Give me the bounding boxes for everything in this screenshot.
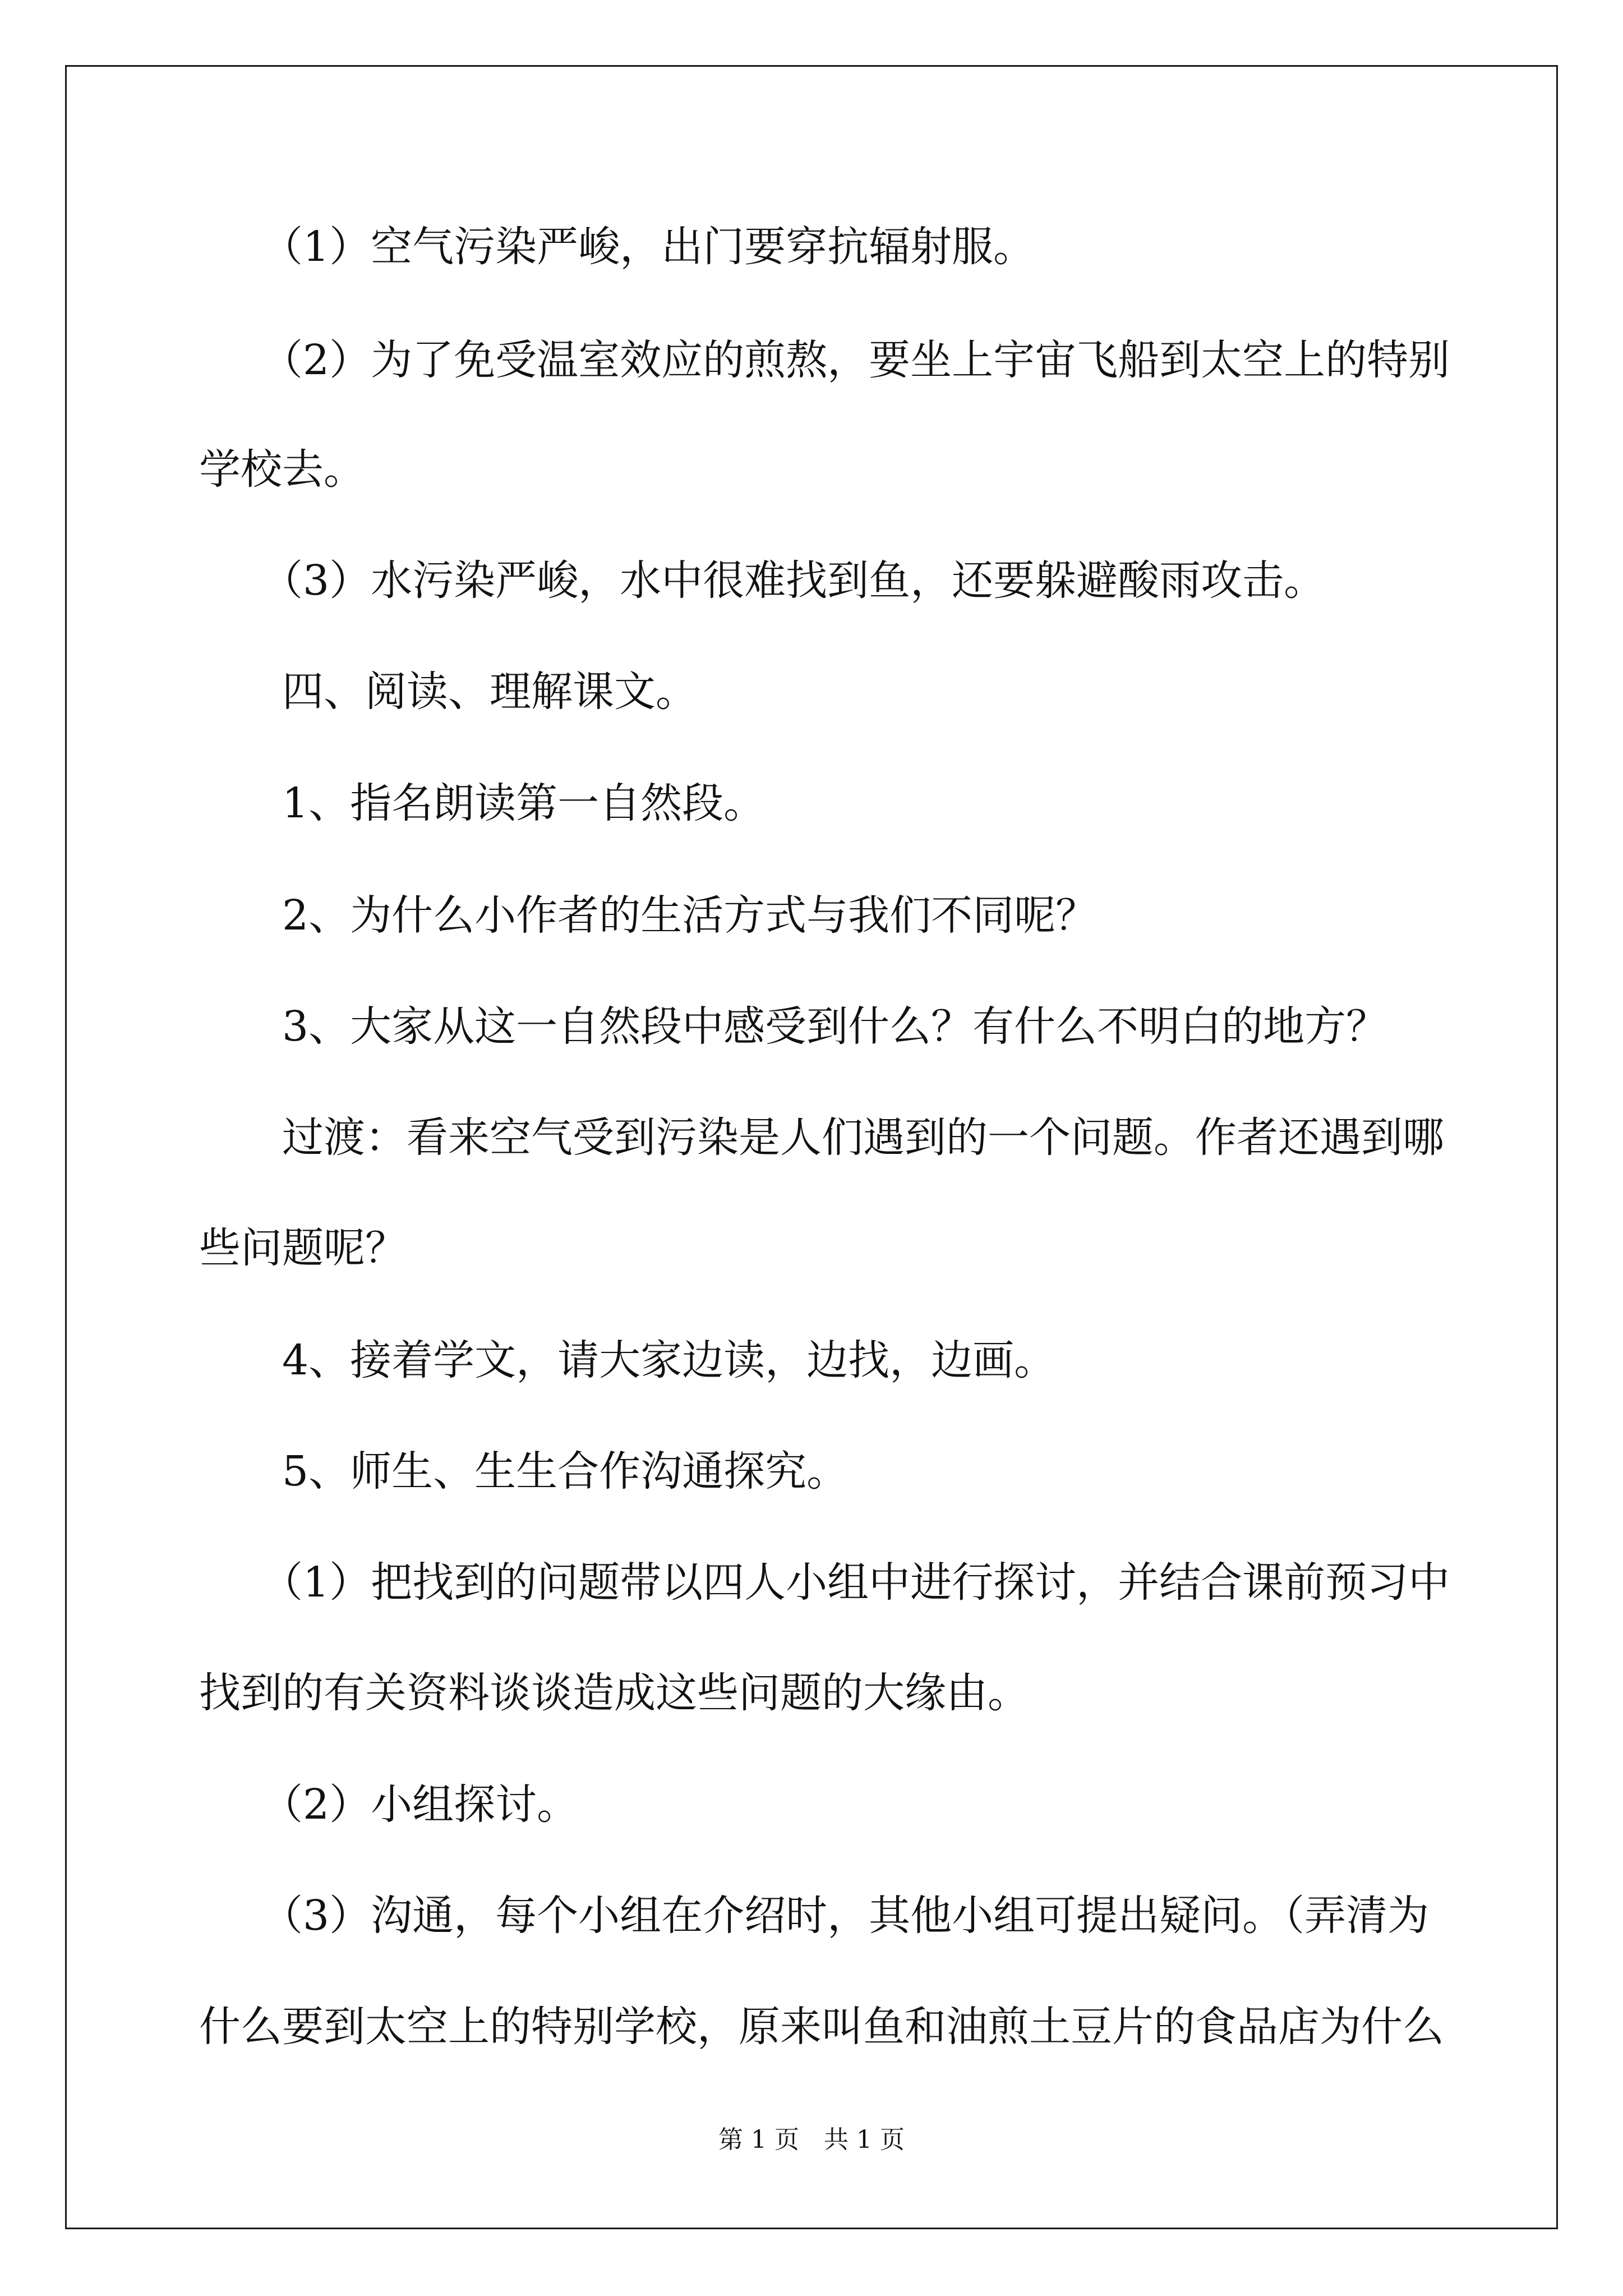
- paragraph-line: 4、接着学文，请大家边读，边找，边画。: [199, 1336, 1056, 1384]
- paragraph-line: 3、大家从这一自然段中感受到什么？有什么不明白的地方？: [199, 1002, 1388, 1051]
- page-footer: [0, 2123, 1623, 2157]
- paragraph-line: 过渡：看来空气受到污染是人们遇到的一个问题。作者还遇到哪: [199, 1114, 1444, 1162]
- paragraph-line: 找到的有关资料谈谈造成这些问题的大缘由。: [199, 1669, 1029, 1717]
- paragraph-line: （1）空气污染严峻，出门要穿抗辐射服。: [199, 223, 1035, 271]
- paragraph-line: （1）把找到的问题带以四人小组中进行探讨，并结合课前预习中: [199, 1558, 1450, 1607]
- page-total: 共 1 页: [824, 2125, 905, 2154]
- paragraph-line: 些问题呢？: [199, 1224, 407, 1272]
- paragraph-line: 什么要到太空上的特别学校，原来叫鱼和油煎土豆片的食品店为什么: [199, 2003, 1444, 2051]
- paragraph-line: 四、阅读、理解课文。: [199, 668, 697, 716]
- paragraph-line: 2、为什么小作者的生活方式与我们不同呢？: [199, 891, 1098, 940]
- paragraph-line: 5、师生、生生合作沟通探究。: [199, 1447, 849, 1496]
- paragraph-line: （2）为了免受温室效应的煎熬，要坐上宇宙飞船到太空上的特别: [199, 336, 1450, 384]
- paragraph-line: 1、指名朗读第一自然段。: [199, 779, 766, 827]
- paragraph-line: 学校去。: [199, 445, 365, 494]
- paragraph-line: （3）水污染严峻，水中很难找到鱼，还要躲避酸雨攻击。: [199, 556, 1326, 605]
- paragraph-line: （2）小组探讨。: [199, 1780, 579, 1829]
- paragraph-line: （3）沟通，每个小组在介绍时，其他小组可提出疑问。（弄清为: [199, 1892, 1430, 1940]
- page-number: 第 1 页: [718, 2125, 799, 2154]
